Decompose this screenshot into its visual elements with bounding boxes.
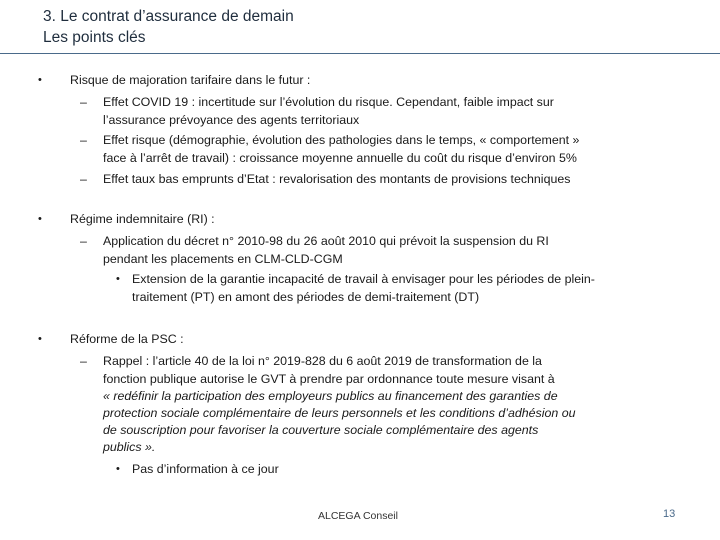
section-heading-ri: Régime indemnitaire (RI) :: [70, 212, 215, 226]
dash-icon: –: [80, 95, 87, 109]
list-item-continuation: fonction publique autorise le GVT à prendre par ordonnance toute mesure visant à: [103, 372, 555, 386]
sub-item: Extension de la garantie incapacité de travail à envisager pour les périodes de plein-: [132, 272, 595, 286]
dash-icon: –: [80, 354, 87, 368]
bullet-icon: •: [116, 463, 120, 475]
quote-line: protection sociale complémentaire de leurs personnels et les conditions d’adhésion ou: [103, 406, 576, 420]
sub-item-continuation: traitement (PT) en amont des périodes de demi-traitement (DT): [132, 290, 480, 304]
list-item: Application du décret n° 2010-98 du 26 août 2010 qui prévoit la suspension du RI: [103, 234, 549, 248]
list-item: Rappel : l’article 40 de la loi n° 2019-828 du 6 août 2019 de transformation de la: [103, 354, 542, 368]
list-item: Effet COVID 19 : incertitude sur l’évolution du risque. Cependant, faible impact sur: [103, 95, 554, 109]
page-number: 13: [663, 508, 676, 520]
list-item-continuation: l’assurance prévoyance des agents territoriaux: [103, 113, 360, 127]
list-item-continuation: pendant les placements en CLM-CLD-CGM: [103, 252, 343, 266]
quote-line: publics ».: [103, 440, 156, 454]
dash-icon: –: [80, 172, 87, 186]
bullet-icon: •: [38, 333, 42, 345]
section-heading-risk: Risque de majoration tarifaire dans le futur :: [70, 73, 311, 87]
section-heading-psc: Réforme de la PSC :: [70, 332, 184, 346]
list-item: Effet risque (démographie, évolution des pathologies dans le temps, « comportement »: [103, 133, 580, 147]
title-line-2: Les points clés: [43, 29, 146, 46]
dash-icon: –: [80, 234, 87, 248]
quote-line: « redéfinir la participation des employeurs publics au financement des garanties de: [103, 389, 558, 403]
footer-company: ALCEGA Conseil: [318, 510, 398, 522]
bullet-icon: •: [116, 273, 120, 285]
sub-item: Pas d’information à ce jour: [132, 462, 279, 476]
bullet-icon: •: [38, 213, 42, 225]
quote-line: de souscription pour favoriser la couverture sociale complémentaire des agents: [103, 423, 539, 437]
title-line-1: 3. Le contrat d’assurance de demain: [43, 8, 294, 25]
bullet-icon: •: [38, 74, 42, 86]
list-item: Effet taux bas emprunts d’Etat : revalorisation des montants de provisions techniques: [103, 172, 571, 186]
dash-icon: –: [80, 133, 87, 147]
list-item-continuation: face à l’arrêt de travail) : croissance moyenne annuelle du coût du risque d’environ 5%: [103, 151, 577, 165]
